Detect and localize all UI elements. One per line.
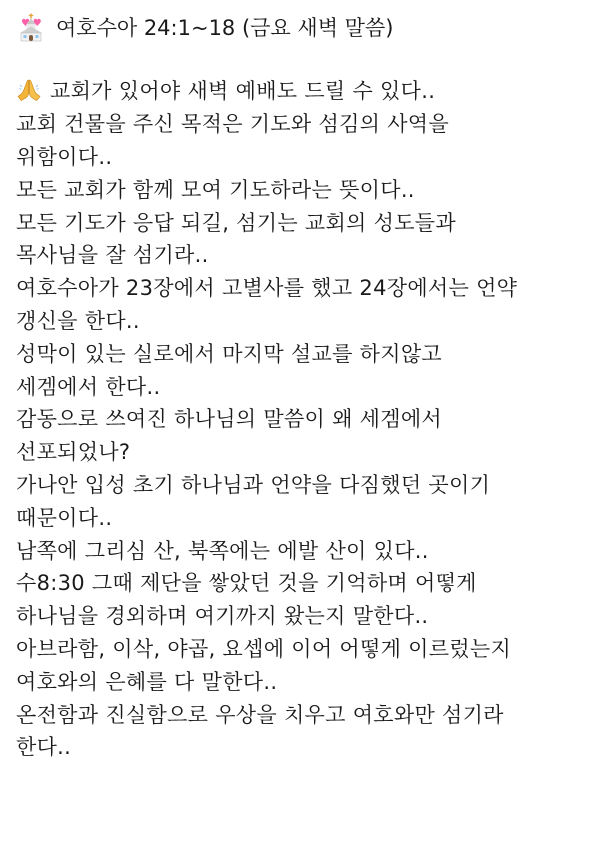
wedding-chapel-icon bbox=[16, 12, 46, 42]
note-line bbox=[16, 107, 584, 140]
note-line bbox=[16, 566, 584, 599]
note-line-text: 수8:30 그때 제단을 쌓았던 것을 기억하며 어떻게 bbox=[16, 571, 477, 596]
note-line bbox=[16, 730, 584, 763]
note-line-text: 가나안 입성 초기 하나님과 언약을 다짐했던 곳이기 bbox=[16, 472, 491, 497]
note-line bbox=[16, 697, 584, 730]
note-line-text: 여호수아가 23장에서 고별사를 했고 24장에서는 언약 bbox=[16, 276, 518, 301]
note-line-text: 감동으로 쓰여진 하나님의 말씀이 왜 세겜에서 bbox=[16, 407, 443, 432]
note-line-text: 성막이 있는 실로에서 마지막 설교를 하지않고 bbox=[16, 341, 443, 366]
note-line-text: 교회가 있어야 새벽 예배도 드릴 수 있다.. bbox=[50, 79, 436, 104]
note-line bbox=[16, 369, 584, 402]
note-line-text: 남쪽에 그리심 산, 북쪽에는 에발 산이 있다.. bbox=[16, 538, 429, 563]
note-line bbox=[16, 599, 584, 632]
note-line-text: 세겜에서 한다.. bbox=[16, 374, 161, 399]
note-line bbox=[16, 664, 584, 697]
praying-hands-icon bbox=[16, 77, 42, 103]
note-line bbox=[16, 304, 584, 337]
note-line bbox=[16, 238, 584, 271]
note-line bbox=[16, 336, 584, 369]
note-line bbox=[16, 172, 584, 205]
note-line bbox=[16, 271, 584, 304]
note-line bbox=[16, 533, 584, 566]
note-line bbox=[16, 205, 584, 238]
post-title-row bbox=[16, 10, 584, 44]
note-line-text: 모든 교회가 함께 모여 기도하라는 뜻이다.. bbox=[16, 177, 415, 202]
note-line bbox=[16, 74, 584, 107]
note-line-text: 온전함과 진실함으로 우상을 치우고 여호와만 섬기라 bbox=[16, 702, 504, 727]
note-line-text: 목사님을 잘 섬기라.. bbox=[16, 243, 209, 268]
note-line-text: 때문이다.. bbox=[16, 505, 113, 530]
note-line-text: 모든 기도가 응답 되길, 섬기는 교회의 성도들과 bbox=[16, 210, 456, 235]
note-line-text: 위함이다.. bbox=[16, 144, 113, 169]
note-line-text: 아브라함, 이삭, 야곱, 요셉에 이어 어떻게 이르렀는지 bbox=[16, 636, 512, 661]
note-line-text: 선포되었나? bbox=[16, 440, 131, 465]
note-line-text: 교회 건물을 주신 목적은 기도와 섬김의 사역을 bbox=[16, 112, 449, 137]
note-line bbox=[16, 140, 584, 173]
note-line-text: 갱신을 한다.. bbox=[16, 308, 140, 333]
post-title: 여호수아 24:1~18 (금요 새벽 말씀) bbox=[56, 16, 394, 40]
note-line bbox=[16, 402, 584, 435]
note-line-text: 하나님을 경외하며 여기까지 왔는지 말한다.. bbox=[16, 604, 429, 629]
note-line-text: 여호와의 은혜를 다 말한다.. bbox=[16, 669, 278, 694]
sermon-note-body bbox=[16, 74, 584, 763]
note-line bbox=[16, 468, 584, 501]
note-line bbox=[16, 435, 584, 468]
note-line bbox=[16, 500, 584, 533]
note-line-text: 한다.. bbox=[16, 735, 72, 760]
note-line bbox=[16, 632, 584, 665]
